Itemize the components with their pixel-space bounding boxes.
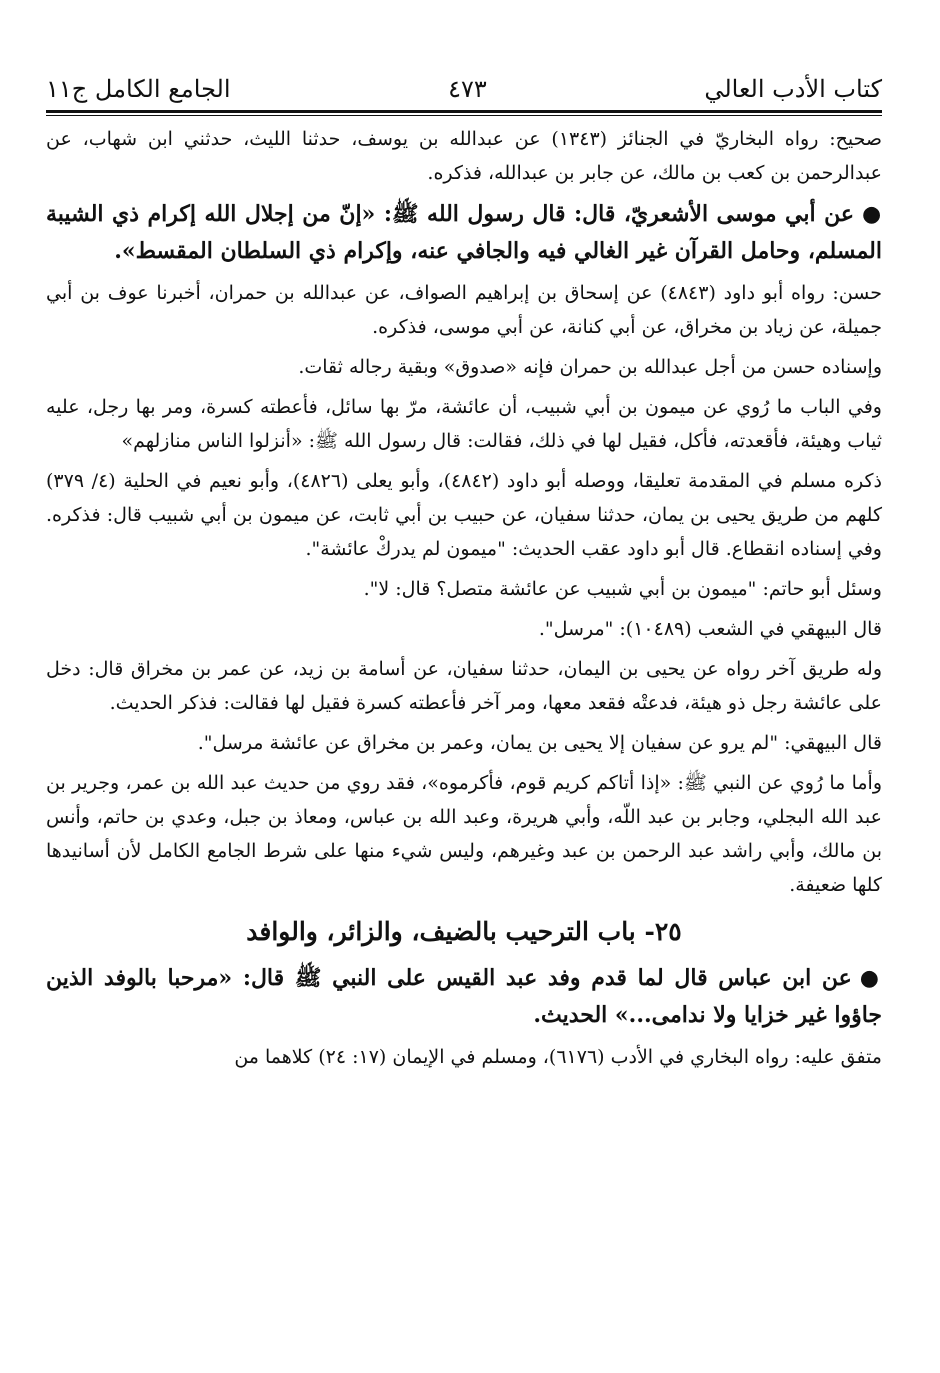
header-rule-thin — [46, 115, 882, 116]
paragraph-text: وسئل أبو حاتم: "ميمون بن أبي شبيب عن عائشة متصل؟ قال: لا". — [363, 578, 882, 600]
note-paragraph — [46, 390, 882, 458]
running-header — [46, 60, 882, 104]
chapter-heading: ٢٥- باب الترحيب بالضيف، والزائر، والوافد — [246, 917, 682, 946]
body-text — [46, 122, 882, 902]
paragraph-text: وإسناده حسن من أجل عبدالله بن حمران فإنه «صدوق» وبقية رجاله ثقات. — [298, 356, 882, 378]
bullet-marker: ● — [861, 201, 882, 227]
note-paragraph — [46, 652, 882, 720]
note-paragraph — [46, 276, 882, 344]
body-text-after — [46, 960, 882, 1074]
hadith-paragraph — [46, 196, 882, 270]
note-paragraph — [46, 612, 882, 646]
header-rule — [46, 110, 882, 113]
note-paragraph — [46, 350, 882, 384]
note-paragraph — [46, 572, 882, 606]
note-paragraph — [46, 766, 882, 902]
paragraph-text: عن ابن عباس قال لما قدم وفد عبد القيس على النبي ﷺ قال: «مرحبا بالوفد الذين جاؤوا غير خزايا ولا ندامى...» الحديث. — [46, 965, 882, 1028]
note-paragraph — [46, 1040, 882, 1074]
paragraph-text: ذكره مسلم في المقدمة تعليقا، ووصله أبو داود (٤٨٤٢)، وأبو يعلى (٤٨٢٦)، وأبو نعيم في الحلية (٤/ ٣٧٩) كلهم من طريق يحيى بن يمان، حدثنا سفيان، عن حبيب بن أبي ثابت، عن ميمون بن أبي شبيب قال: فذكره. وفي إسناده انقطاع. قال أبو داود عقب الحديث: "ميمون لم يدركْ عائشة". — [46, 470, 882, 560]
paragraph-text: صحيح: رواه البخاريّ في الجنائز (١٣٤٣) عن عبدالله بن يوسف، حدثنا الليث، حدثني ابن شهاب، عن عبدالرحمن بن كعب بن مالك، عن جابر بن عبدالله، فذكره. — [46, 128, 882, 184]
paragraph-text: قال البيهقي: "لم يرو عن سفيان إلا يحيى بن يمان، وعمر بن مخراق عن عائشة مرسل". — [197, 732, 882, 754]
note-paragraph — [46, 464, 882, 566]
book-title: كتاب الأدب العالي — [704, 75, 882, 103]
paragraph-text: وله طريق آخر رواه عن يحيى بن اليمان، حدثنا سفيان، عن أسامة بن زيد، عن عمر بن مخراق قال: دخل على عائشة رجل ذو هيئة، فدعتْه فقعد معها، ومر آخر فأعطته كسرة فقيل لها فقالت: فذكر الحديث. — [46, 658, 882, 714]
note-paragraph — [46, 726, 882, 760]
paragraph-text: متفق عليه: رواه البخاري في الأدب (٦١٧٦)، ومسلم في الإيمان (١٧: ٢٤) كلاهما من — [234, 1046, 882, 1068]
page-number: ٤٧٣ — [448, 75, 487, 103]
bullet-marker: ● — [859, 965, 882, 991]
paragraph-text: حسن: رواه أبو داود (٤٨٤٣) عن إسحاق بن إبراهيم الصواف، عن عبدالله بن حمران، أخبرنا عوف بن أبي جميلة، عن زياد بن مخراق، عن أبي كنانة، عن أبي موسى، فذكره. — [46, 282, 882, 338]
note-paragraph — [46, 122, 882, 190]
paragraph-text: وفي الباب ما رُوي عن ميمون بن أبي شبيب، أن عائشة، مرّ بها سائل، فأعطته كسرة، ومر بها رجل، عليه ثياب وهيئة، فأقعدته، فأكل، فقيل لها في ذلك، فقالت: قال رسول الله ﷺ: «أنزلوا الناس منازلهم» — [46, 396, 882, 452]
paragraph-text: عن أبي موسى الأشعريّ، قال: قال رسول الله ﷺ: «إنّ من إجلال الله إكرام ذي الشيبة المسلم، وحامل القرآن غير الغالي فيه والجافي عنه، وإكرام ذي السلطان المقسط». — [46, 201, 882, 264]
paragraph-text: قال البيهقي في الشعب (١٠٤٨٩): "مرسل". — [538, 618, 882, 640]
paragraph-text: وأما ما رُوي عن النبي ﷺ: «إذا أتاكم كريم قوم، فأكرموه»، فقد روي من حديث عبد الله بن عمر، وجرير بن عبد الله البجلي، وجابر بن عبد اللّه، وأبي هريرة، وعبد الله بن عباس، ومعاذ بن جبل، وعدي بن حاتم، وأنس بن مالك، وأبي راشد عبد الرحمن بن عبد وغيرهم، وليس شيء منها على شرط الجامع الكامل لأن أسانيدها كلها ضعيفة. — [46, 772, 882, 896]
hadith-paragraph — [46, 960, 882, 1034]
volume-title: الجامع الكامل ج١١ — [46, 75, 231, 103]
